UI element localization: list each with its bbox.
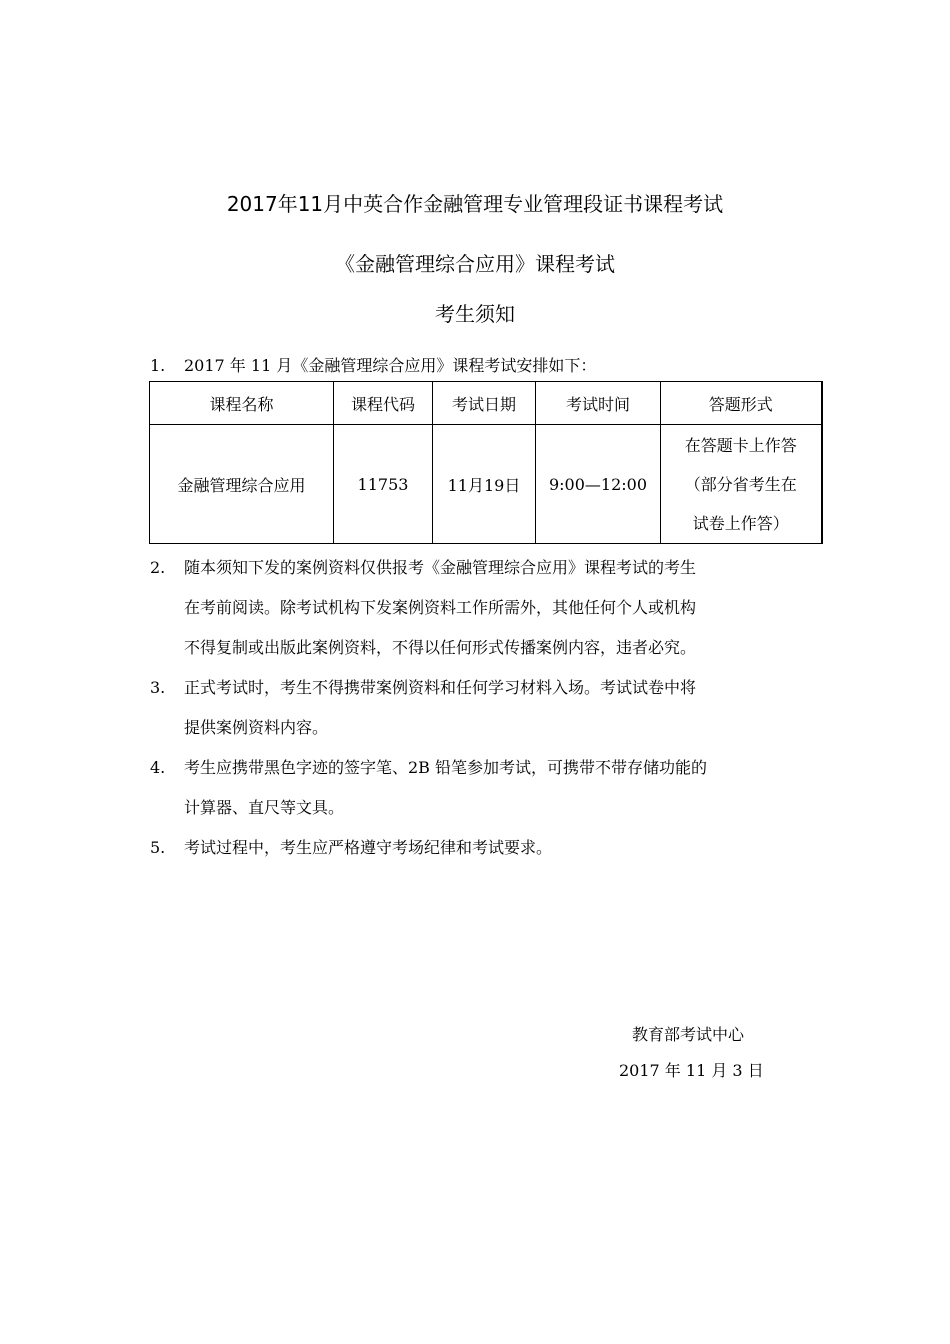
exam-schedule-table	[149, 381, 823, 544]
table-header-row	[150, 382, 822, 425]
table-header-cell: 考试时间	[536, 382, 661, 425]
exam-date-cell: 11月19日	[433, 425, 536, 544]
table-header-cell: 课程名称	[150, 382, 334, 425]
item-number: 1.	[150, 356, 166, 375]
table-header-cell: 答题形式	[661, 382, 822, 425]
table-row	[150, 425, 822, 544]
item-line: 在考前阅读。除考试机构下发案例资料工作所需外，其他任何个人或机构	[184, 598, 697, 617]
item-line: 计算器、直尺等文具。	[184, 798, 345, 817]
answer-format-line: （部分省考生在	[684, 474, 797, 494]
issuing-organization: 教育部考试中心	[632, 1025, 745, 1044]
answer-format-cell	[661, 425, 822, 544]
item-line: 随本须知下发的案例资料仅供报考《金融管理综合应用》课程考试的考生	[184, 558, 697, 577]
item-line: 考试过程中，考生应严格遵守考场纪律和考试要求。	[184, 838, 553, 857]
item-number: 4.	[150, 758, 166, 777]
notice-item-3	[150, 668, 810, 748]
item-line: 正式考试时，考生不得携带案例资料和任何学习材料入场。考试试卷中将	[184, 678, 697, 697]
notice-item-4	[150, 748, 810, 828]
answer-format-line: 试卷上作答）	[692, 513, 789, 533]
item-number: 2.	[150, 558, 166, 577]
course-title: 《金融管理综合应用》课程考试	[335, 252, 615, 276]
item-number: 5.	[150, 838, 166, 857]
document-title: 2017年11月中英合作金融管理专业管理段证书课程考试	[226, 192, 724, 216]
notice-heading: 考生须知	[435, 302, 515, 326]
table-header-cell: 课程代码	[334, 382, 433, 425]
course-name-cell: 金融管理综合应用	[150, 425, 334, 544]
item-line: 考生应携带黑色字迹的签字笔、2B 铅笔参加考试，可携带不带存储功能的	[184, 758, 708, 777]
item-line: 不得复制或出版此案例资料，不得以任何形式传播案例内容，违者必究。	[184, 638, 697, 657]
item-line: 2017 年 11 月《金融管理综合应用》课程考试安排如下：	[184, 356, 597, 375]
notice-item-2	[150, 548, 810, 668]
exam-time-cell: 9:00—12:00	[536, 425, 661, 544]
issue-date: 2017 年 11 月 3 日	[619, 1061, 764, 1080]
table-header-cell: 考试日期	[433, 382, 536, 425]
answer-format-line: 在答题卡上作答	[684, 435, 797, 455]
notice-item-5	[150, 828, 810, 868]
notice-item-1	[150, 347, 810, 385]
course-code-cell: 11753	[334, 425, 433, 544]
item-line: 提供案例资料内容。	[184, 718, 329, 737]
item-number: 3.	[150, 678, 166, 697]
